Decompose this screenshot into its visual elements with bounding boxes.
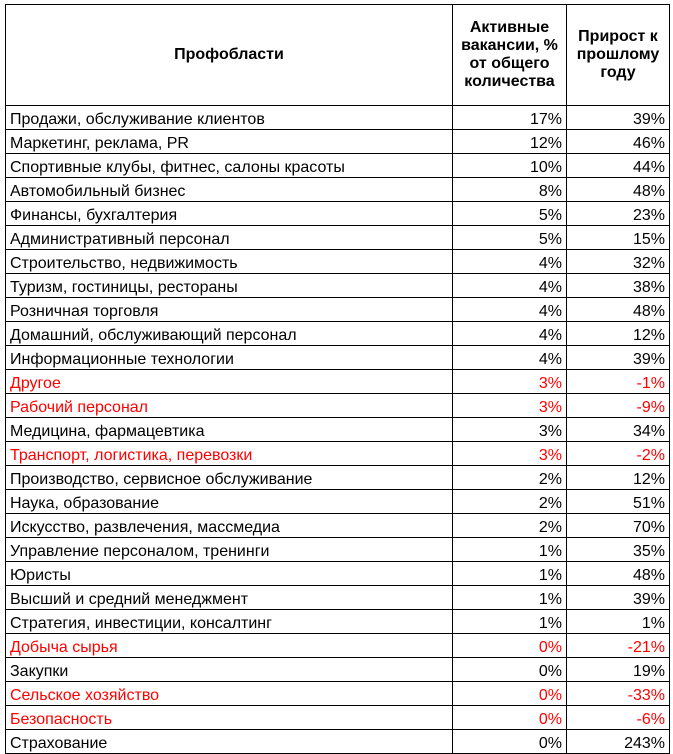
cell-growth: 243%	[567, 730, 670, 754]
cell-area: Другое	[6, 370, 453, 394]
header-share: Активные вакансии, % от общего количества	[453, 5, 567, 106]
table-row	[6, 322, 670, 346]
cell-growth: -9%	[567, 394, 670, 418]
cell-growth: 70%	[567, 514, 670, 538]
cell-share: 2%	[453, 514, 567, 538]
table-row	[6, 106, 670, 130]
cell-share: 12%	[453, 130, 567, 154]
cell-area: Наука, образование	[6, 490, 453, 514]
table-row	[6, 634, 670, 658]
table-row	[6, 610, 670, 634]
cell-growth: 19%	[567, 658, 670, 682]
cell-growth: 1%	[567, 610, 670, 634]
cell-growth: -1%	[567, 370, 670, 394]
cell-area: Автомобильный бизнес	[6, 178, 453, 202]
cell-growth: 39%	[567, 586, 670, 610]
cell-area: Юристы	[6, 562, 453, 586]
table-row	[6, 298, 670, 322]
cell-share: 5%	[453, 202, 567, 226]
cell-share: 0%	[453, 658, 567, 682]
cell-area: Страхование	[6, 730, 453, 754]
cell-area: Административный персонал	[6, 226, 453, 250]
table-row	[6, 226, 670, 250]
table-row	[6, 178, 670, 202]
cell-growth: 46%	[567, 130, 670, 154]
table-row	[6, 490, 670, 514]
table-row	[6, 586, 670, 610]
table-header-row	[6, 5, 670, 106]
header-area: Профобласти	[6, 5, 453, 106]
cell-growth: 48%	[567, 178, 670, 202]
table-row	[6, 562, 670, 586]
cell-area: Управление персоналом, тренинги	[6, 538, 453, 562]
cell-share: 1%	[453, 610, 567, 634]
cell-share: 3%	[453, 370, 567, 394]
cell-share: 1%	[453, 562, 567, 586]
cell-share: 4%	[453, 250, 567, 274]
cell-share: 3%	[453, 418, 567, 442]
table-row	[6, 346, 670, 370]
cell-growth: 15%	[567, 226, 670, 250]
cell-share: 0%	[453, 730, 567, 754]
cell-growth: 23%	[567, 202, 670, 226]
vacancies-table	[5, 4, 670, 754]
cell-share: 4%	[453, 298, 567, 322]
table-body	[6, 106, 670, 754]
cell-growth: 39%	[567, 106, 670, 130]
cell-growth: 32%	[567, 250, 670, 274]
table-row	[6, 514, 670, 538]
table-row	[6, 442, 670, 466]
header-growth: Прирост к прошлому году	[567, 5, 670, 106]
cell-growth: 39%	[567, 346, 670, 370]
cell-share: 4%	[453, 322, 567, 346]
table-row	[6, 418, 670, 442]
cell-area: Безопасность	[6, 706, 453, 730]
cell-share: 3%	[453, 442, 567, 466]
cell-area: Сельское хозяйство	[6, 682, 453, 706]
cell-area: Информационные технологии	[6, 346, 453, 370]
cell-area: Розничная торговля	[6, 298, 453, 322]
cell-share: 4%	[453, 274, 567, 298]
cell-share: 2%	[453, 466, 567, 490]
cell-area: Продажи, обслуживание клиентов	[6, 106, 453, 130]
table-row	[6, 274, 670, 298]
cell-area: Добыча сырья	[6, 634, 453, 658]
cell-area: Строительство, недвижимость	[6, 250, 453, 274]
cell-area: Высший и средний менеджмент	[6, 586, 453, 610]
cell-area: Стратегия, инвестиции, консалтинг	[6, 610, 453, 634]
cell-share: 8%	[453, 178, 567, 202]
cell-area: Транспорт, логистика, перевозки	[6, 442, 453, 466]
table-row	[6, 394, 670, 418]
cell-growth: -6%	[567, 706, 670, 730]
cell-area: Спортивные клубы, фитнес, салоны красоты	[6, 154, 453, 178]
cell-area: Производство, сервисное обслуживание	[6, 466, 453, 490]
cell-growth: 12%	[567, 322, 670, 346]
table-row	[6, 154, 670, 178]
cell-growth: -33%	[567, 682, 670, 706]
table-row	[6, 706, 670, 730]
cell-growth: 38%	[567, 274, 670, 298]
table-row	[6, 658, 670, 682]
cell-share: 17%	[453, 106, 567, 130]
table-row	[6, 130, 670, 154]
cell-growth: 34%	[567, 418, 670, 442]
cell-area: Домашний, обслуживающий персонал	[6, 322, 453, 346]
cell-growth: -21%	[567, 634, 670, 658]
cell-share: 3%	[453, 394, 567, 418]
cell-share: 1%	[453, 538, 567, 562]
cell-share: 2%	[453, 490, 567, 514]
cell-share: 0%	[453, 682, 567, 706]
cell-area: Медицина, фармацевтика	[6, 418, 453, 442]
cell-growth: 35%	[567, 538, 670, 562]
cell-growth: 48%	[567, 298, 670, 322]
cell-share: 0%	[453, 706, 567, 730]
cell-share: 4%	[453, 346, 567, 370]
table-row	[6, 538, 670, 562]
cell-growth: 48%	[567, 562, 670, 586]
cell-area: Рабочий персонал	[6, 394, 453, 418]
cell-growth: 12%	[567, 466, 670, 490]
table-row	[6, 730, 670, 754]
table-row	[6, 202, 670, 226]
cell-area: Закупки	[6, 658, 453, 682]
table-row	[6, 682, 670, 706]
table-row	[6, 370, 670, 394]
cell-area: Искусство, развлечения, массмедиа	[6, 514, 453, 538]
cell-share: 0%	[453, 634, 567, 658]
cell-share: 1%	[453, 586, 567, 610]
cell-share: 10%	[453, 154, 567, 178]
table-row	[6, 250, 670, 274]
cell-growth: 44%	[567, 154, 670, 178]
cell-area: Маркетинг, реклама, PR	[6, 130, 453, 154]
cell-area: Туризм, гостиницы, рестораны	[6, 274, 453, 298]
cell-growth: 51%	[567, 490, 670, 514]
table-row	[6, 466, 670, 490]
cell-share: 5%	[453, 226, 567, 250]
cell-growth: -2%	[567, 442, 670, 466]
cell-area: Финансы, бухгалтерия	[6, 202, 453, 226]
